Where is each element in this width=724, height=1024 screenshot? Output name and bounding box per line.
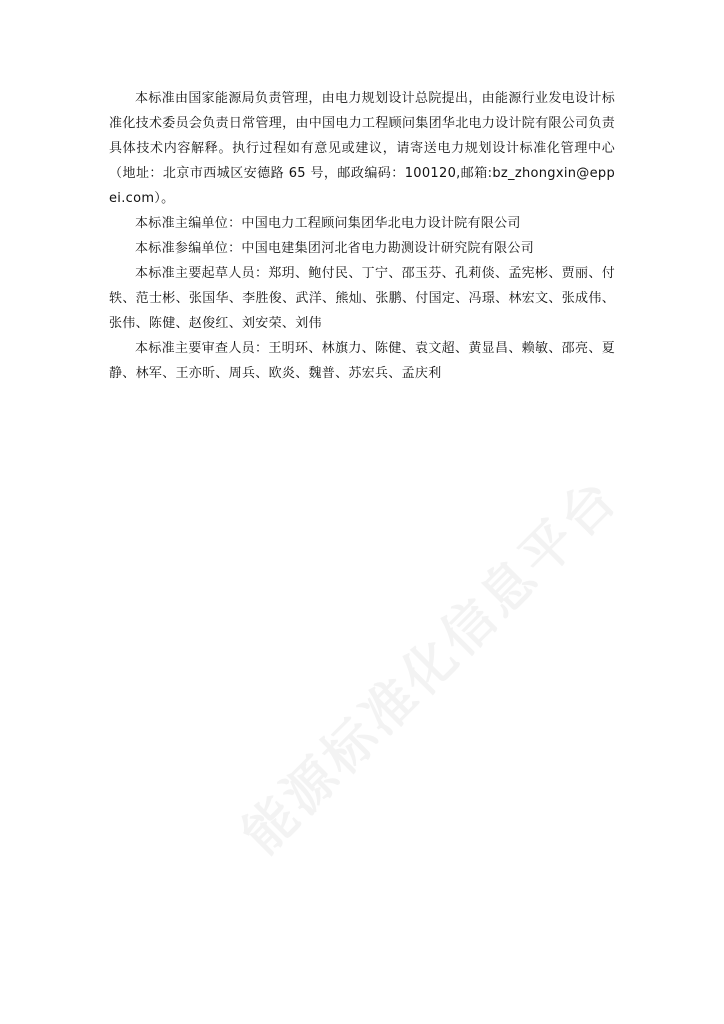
chief-editor-unit: 本标准主编单位：中国电力工程顾问集团华北电力设计院有限公司	[135, 216, 521, 231]
document-body	[109, 86, 615, 386]
management-paragraph: 本标准由国家能源局负责管理，由电力规划设计总院提出，由能源行业发电设计标准化技术委员会负责日常管理，由中国电力工程顾问集团华北电力设计院有限公司负责具体技术内容解释。执行过程如有意见或建议，请寄送电力规划设计标准化管理中心（地址：北京市西城区安德路 65 号，邮政编码：100120,邮箱:bz_zhongxin@eppei.com）。	[109, 91, 615, 206]
main-drafters: 本标准主要起草人员：郑玥、鲍付民、丁宁、邵玉芬、孔莉倓、孟宪彬、贾丽、付轶、范士彬、张国华、李胜俊、武洋、熊灿、张鹏、付国定、冯璟、林宏文、张成伟、张伟、陈健、赵俊红、刘安荣、刘伟	[109, 266, 615, 331]
watermark: 能源标准化信息平台	[231, 466, 631, 866]
participating-editor-unit: 本标准参编单位：中国电建集团河北省电力勘测设计研究院有限公司	[135, 241, 535, 256]
main-reviewers: 本标准主要审查人员：王明环、林旗力、陈健、袁文超、黄显昌、赖敏、邵亮、夏静、林军、王亦昕、周兵、欧炎、魏普、苏宏兵、孟庆利	[109, 341, 615, 381]
